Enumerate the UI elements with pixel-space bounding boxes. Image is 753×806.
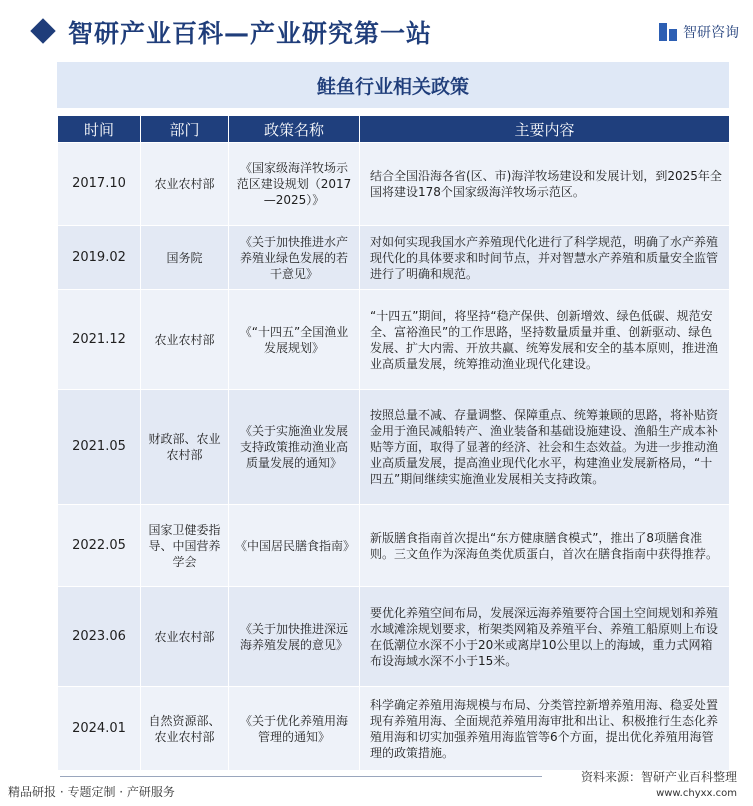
cell-dept: 财政部、农业农村部 <box>141 390 229 505</box>
cell-time: 2023.06 <box>58 587 141 687</box>
table-row <box>58 226 730 290</box>
cell-time: 2019.02 <box>58 226 141 290</box>
cell-time: 2022.05 <box>58 505 141 587</box>
brand-mark-icon <box>659 23 677 41</box>
cell-time: 2021.12 <box>58 290 141 390</box>
cell-content: 新版膳食指南首次提出“东方健康膳食模式”，推出了8项膳食准则。三文鱼作为深海鱼类优质蛋白，首次在膳食指南中获得推荐。 <box>360 505 730 587</box>
cell-dept: 国务院 <box>141 226 229 290</box>
page-header <box>0 0 753 62</box>
cell-policy-name: 《关于实施渔业发展支持政策推动渔业高质量发展的通知》 <box>229 390 360 505</box>
column-header-time: 时间 <box>58 116 141 143</box>
brand-logo[interactable] <box>659 22 739 42</box>
table-row <box>58 687 730 771</box>
cell-time: 2017.10 <box>58 143 141 226</box>
cell-policy-name: 《国家级海洋牧场示范区建设规划（2017—2025）》 <box>229 143 360 226</box>
column-header-name: 政策名称 <box>229 116 360 143</box>
brand-name: 智研咨询 <box>683 25 739 41</box>
cell-time: 2021.05 <box>58 390 141 505</box>
table-row <box>58 587 730 687</box>
cell-dept: 国家卫健委指导、中国营养学会 <box>141 505 229 587</box>
cell-policy-name: 《“十四五”全国渔业发展规划》 <box>229 290 360 390</box>
cell-dept: 农业农村部 <box>141 290 229 390</box>
cell-policy-name: 《中国居民膳食指南》 <box>229 505 360 587</box>
cell-content: 结合全国沿海各省(区、市)海洋牧场建设和发展计划，到2025年全国将建设178个国家级海洋牧场示范区。 <box>360 143 730 226</box>
cell-content: 对如何实现我国水产养殖现代化进行了科学规范，明确了水产养殖现代化的具体要求和时间节点，并对智慧水产养殖和质量安全监管进行了明确和规范。 <box>360 226 730 290</box>
table-row <box>58 143 730 226</box>
table-title: 鲑鱼行业相关政策 <box>57 62 729 108</box>
table-row <box>58 290 730 390</box>
footer-source: 资料来源：智研产业百科整理 <box>580 770 737 784</box>
site-title: 智研产业百科—产业研究第一站 <box>68 19 433 48</box>
cell-policy-name: 《关于优化养殖用海管理的通知》 <box>229 687 360 771</box>
cell-policy-name: 《关于加快推进深远海养殖发展的意见》 <box>229 587 360 687</box>
cell-time: 2024.01 <box>58 687 141 771</box>
table-row <box>58 390 730 505</box>
cell-content: 科学确定养殖用海规模与布局、分类管控新增养殖用海、稳妥处置现有养殖用海、全面规范养殖用海审批和出让、积极推行生态化养殖用海和切实加强养殖用海监管等6个方面，提出优化养殖用海管理的政策措施。 <box>360 687 730 771</box>
cell-content: 按照总量不减、存量调整、保障重点、统筹兼顾的思路，将补贴资金用于渔民减船转产、渔业装备和基础设施建设、渔船生产成本补贴等方面，取得了显著的经济、社会和生态效益。为进一步推动渔业高质量发展，提高渔业现代化水平，构建渔业发展新格局，“十四五”期间继续实施渔业发展相关支持政策。 <box>360 390 730 505</box>
footer-url[interactable]: www.chyxx.com <box>656 788 737 799</box>
column-header-dept: 部门 <box>141 116 229 143</box>
footer-tagline: 精品研报 · 专题定制 · 产研服务 <box>8 785 175 799</box>
cell-content: 要优化养殖空间布局，发展深远海养殖要符合国土空间规划和养殖水域滩涂规划要求，桁架类网箱及养殖平台、养殖工船原则上布设在低潮位水深不小于20米或离岸10公里以上的海域，重力式网箱布设海域水深不小于15米。 <box>360 587 730 687</box>
diamond-icon <box>30 18 55 43</box>
cell-dept: 自然资源部、农业农村部 <box>141 687 229 771</box>
cell-content: “十四五”期间，将坚持“稳产保供、创新增效、绿色低碳、规范安全、富裕渔民”的工作思路，坚持数量质量并重、创新驱动、绿色发展、扩大内需、开放共赢、统筹发展和安全的基本原则，推进渔业高质量发展，统筹推动渔业现代化建设。 <box>360 290 730 390</box>
table-row <box>58 505 730 587</box>
cell-dept: 农业农村部 <box>141 587 229 687</box>
footer-divider <box>60 776 542 777</box>
column-header-content: 主要内容 <box>360 116 730 143</box>
policy-table <box>57 115 730 771</box>
cell-dept: 农业农村部 <box>141 143 229 226</box>
cell-policy-name: 《关于加快推进水产养殖业绿色发展的若干意见》 <box>229 226 360 290</box>
table-header-row <box>58 116 730 143</box>
